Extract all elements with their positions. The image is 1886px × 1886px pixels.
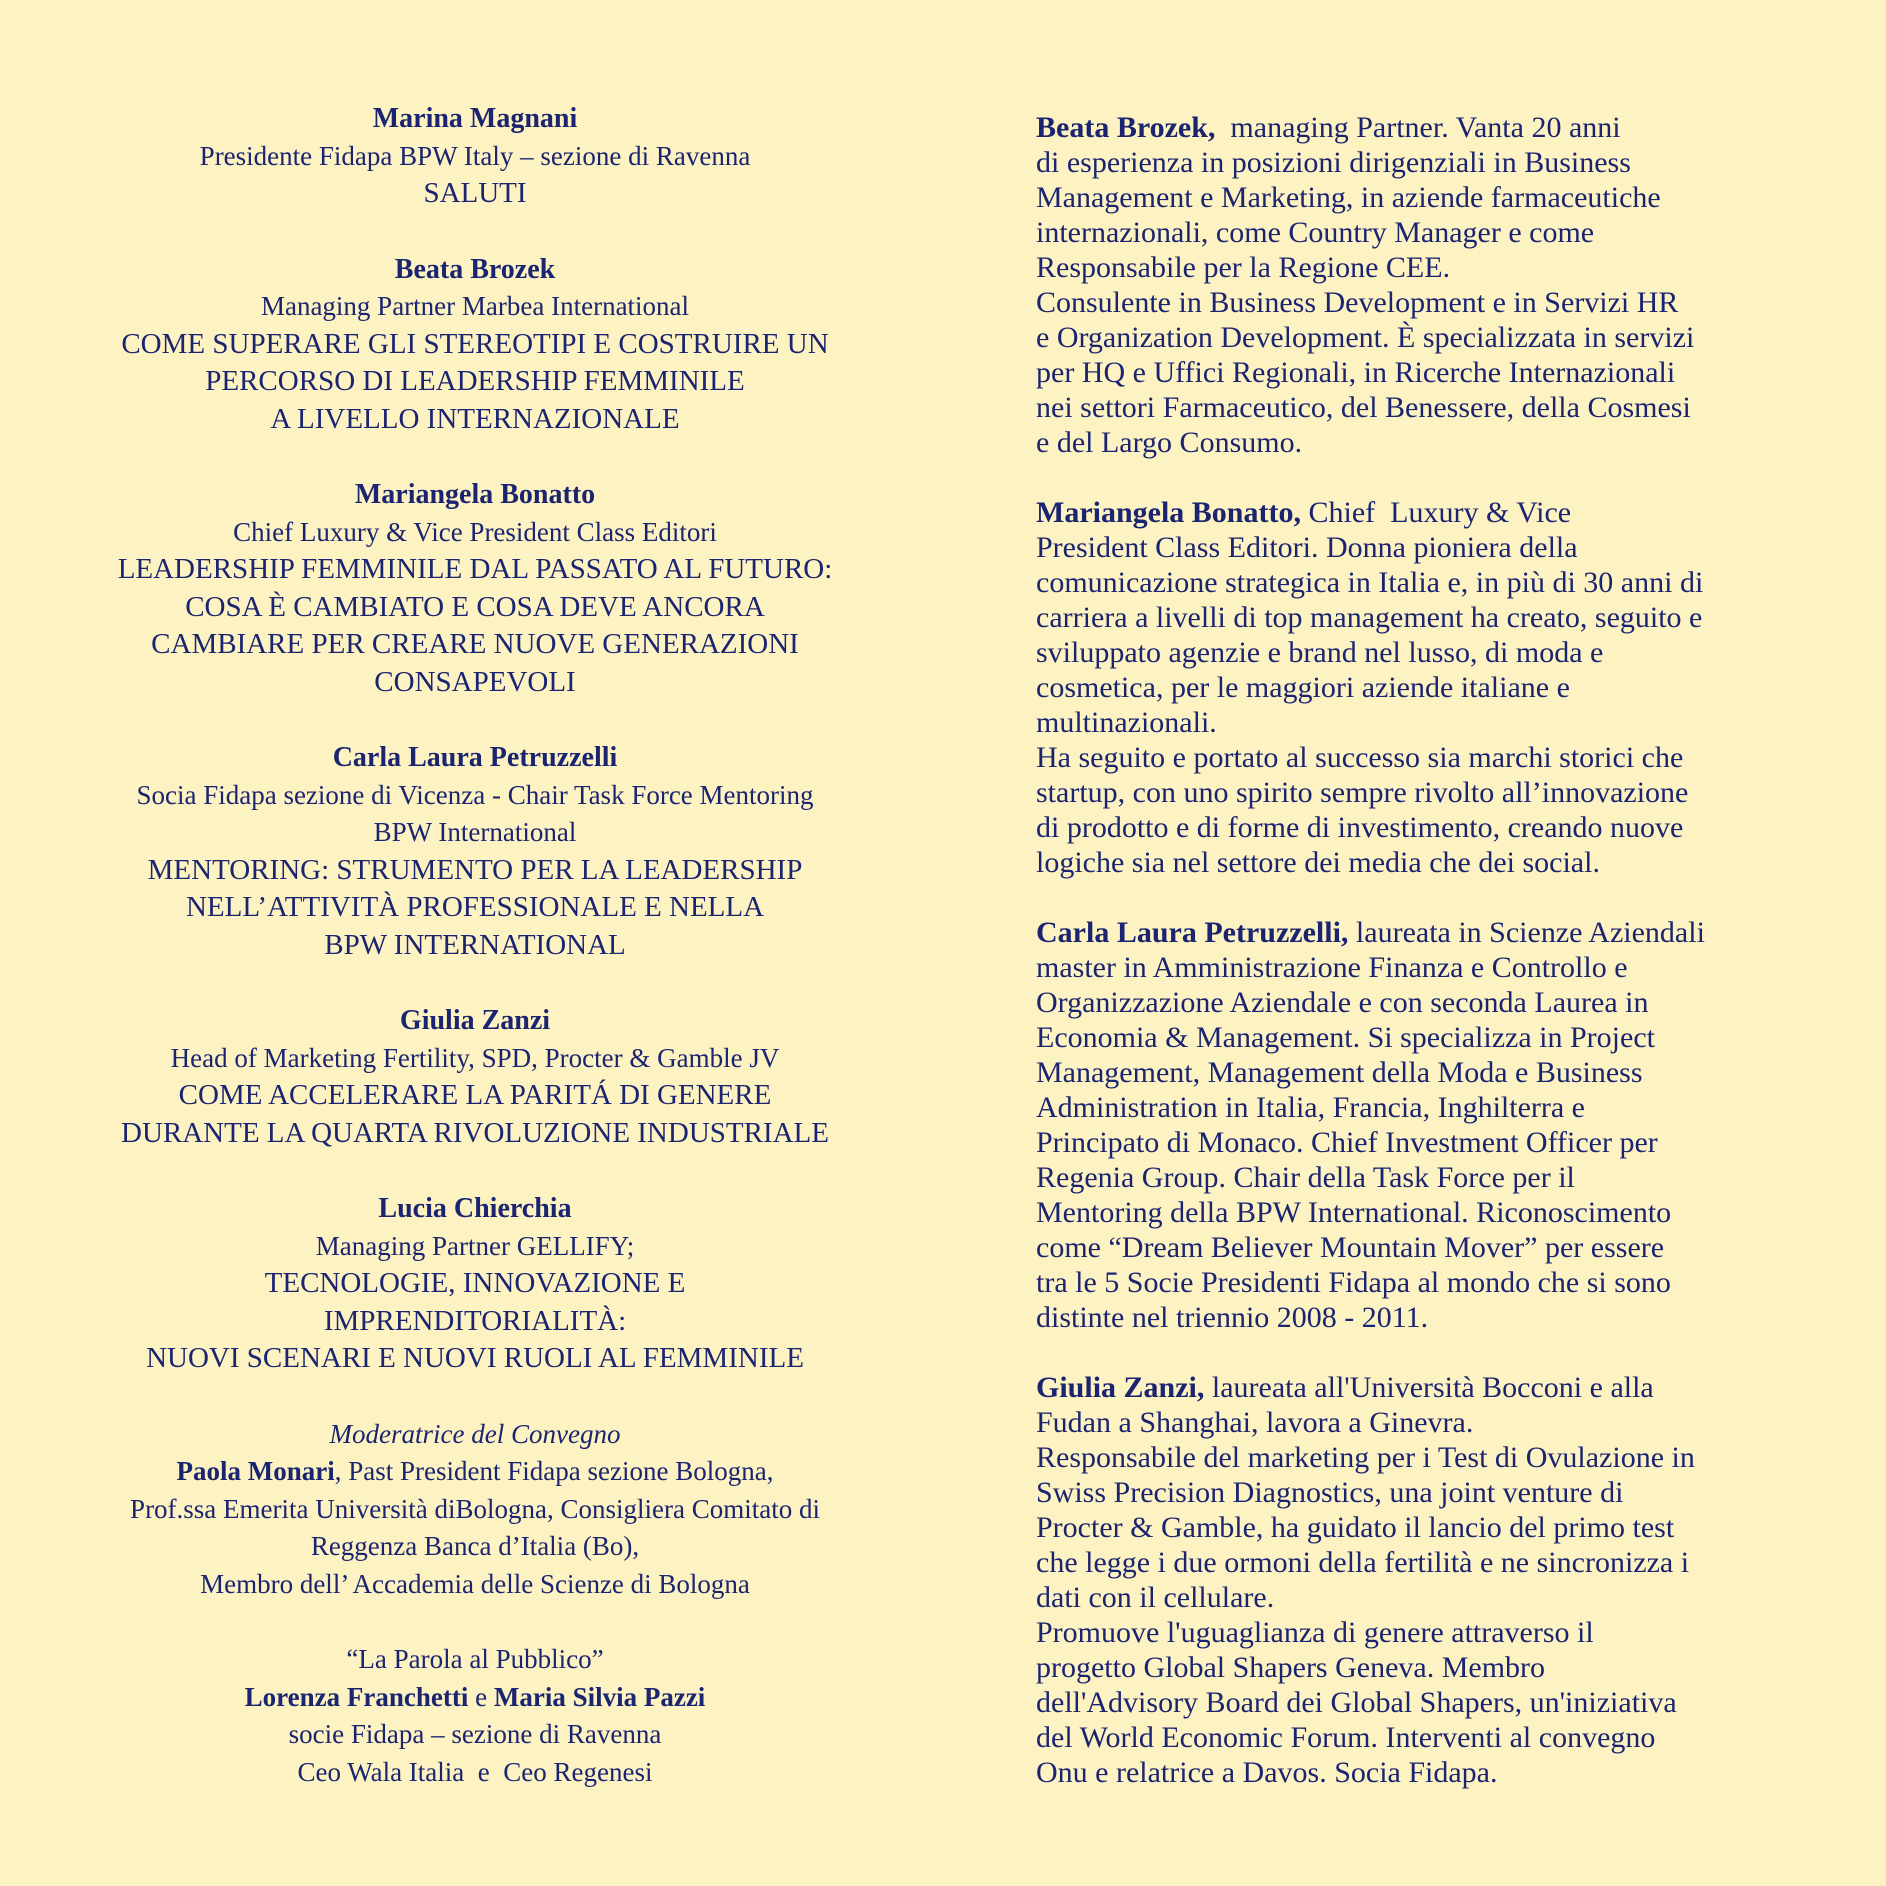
speaker-name: Maria Silvia Pazzi	[493, 1681, 706, 1712]
talk-title: NUOVI SCENARI E NUOVI RUOLI AL FEMMINILE	[146, 1342, 804, 1374]
bio-text: managing Partner. Vanta 20 anni	[1215, 111, 1621, 144]
moderator-name: Paola Monari	[176, 1456, 335, 1486]
bio-text: Chief Luxury & Vice	[1300, 496, 1572, 529]
program-entry	[80, 739, 870, 964]
speaker-role: BPW International	[373, 817, 577, 847]
program-entry	[80, 1002, 870, 1152]
bio-text: Principato di Monaco. Chief Investment Officer per	[1036, 1126, 1658, 1159]
speaker-role: Managing Partner GELLIFY;	[315, 1230, 635, 1261]
talk-title: IMPRENDITORIALITÀ:	[323, 1304, 627, 1337]
bio-text: Management e Marketing, in aziende farmaceutiche	[1036, 181, 1661, 214]
moderator-section	[80, 1416, 870, 1604]
bio-text: di prodotto e di forme di investimento, creando nuove	[1036, 811, 1684, 844]
bio-text: Responsabile del marketing per i Test di Ovulazione in	[1036, 1441, 1695, 1474]
bio-text: Administration in Italia, Francia, Inghilterra e	[1036, 1091, 1585, 1124]
bio-name: Mariangela Bonatto,	[1036, 496, 1301, 529]
speaker-name: Lucia Chierchia	[378, 1193, 572, 1224]
talk-title: COME SUPERARE GLI STEREOTIPI E COSTRUIRE UN	[121, 327, 829, 360]
program-entry	[80, 100, 870, 213]
conjunction: e	[468, 1681, 494, 1712]
moderator-desc: Reggenza Banca d’Italia (Bo),	[310, 1531, 640, 1561]
moderator-heading: Moderatrice del Convegno	[329, 1418, 621, 1449]
bio-name: Carla Laura Petruzzelli,	[1036, 916, 1349, 949]
speaker-name: Marina Magnani	[372, 103, 578, 134]
bio-block	[1036, 110, 1826, 460]
bio-text: laureata in Scienze Aziendali	[1348, 916, 1705, 949]
bio-text: internazionali, come Country Manager e come	[1036, 216, 1595, 249]
talk-title: COSA È CAMBIATO E COSA DEVE ANCORA	[185, 590, 765, 623]
speaker-name: Giulia Zanzi	[399, 1005, 551, 1036]
talk-title: BPW INTERNATIONAL	[324, 928, 626, 961]
bio-text: distinte nel triennio 2008 - 2011.	[1036, 1301, 1429, 1334]
speaker-role: Head of Marketing Fertility, SPD, Procter & Gamble JV	[170, 1042, 780, 1073]
talk-title: NELL’ATTIVITÀ PROFESSIONALE E NELLA	[185, 891, 765, 923]
bio-text: Promuove l'uguaglianza di genere attraverso il	[1036, 1616, 1594, 1649]
speaker-name: Carla Laura Petruzzelli	[332, 742, 618, 773]
bio-text: dell'Advisory Board dei Global Shapers, un'iniziativa	[1036, 1686, 1677, 1719]
bio-text: cosmetica, per le maggiori aziende italiane e	[1036, 671, 1570, 704]
bio-text: che legge i due ormoni della fertilità e ne sincronizza i	[1036, 1546, 1690, 1579]
moderator-desc: , Past President Fidapa sezione Bologna,	[334, 1456, 774, 1486]
bio-name: Giulia Zanzi,	[1036, 1371, 1205, 1404]
bio-block	[1036, 1370, 1826, 1790]
speaker-role: Presidente Fidapa BPW Italy – sezione di Ravenna	[199, 140, 751, 171]
bio-text: laureata all'Università Bocconi e alla	[1204, 1371, 1654, 1404]
bio-text: multinazionali.	[1036, 706, 1217, 739]
talk-title: PERCORSO DI LEADERSHIP FEMMINILE	[205, 365, 745, 397]
bio-text: Management, Management della Moda e Business	[1036, 1056, 1643, 1089]
talk-title: SALUTI	[423, 177, 527, 209]
bio-name: Beata Brozek,	[1036, 111, 1216, 144]
talk-title: LEADERSHIP FEMMINILE DAL PASSATO AL FUTURO:	[117, 553, 833, 585]
public-desc: Ceo Wala Italia e Ceo Regenesi	[297, 1756, 653, 1787]
bio-text: e Organization Development. È specializzata in servizi	[1036, 321, 1695, 354]
bio-text: Organizzazione Aziendale e con seconda Laurea in	[1036, 986, 1649, 1019]
program-entry	[80, 1190, 870, 1378]
bio-text: Economia & Management. Si specializza in Project	[1036, 1021, 1655, 1054]
bio-text: di esperienza in posizioni dirigenziali in Business	[1036, 146, 1631, 179]
speaker-name: Beata Brozek	[394, 253, 556, 285]
program-column	[80, 100, 870, 1829]
public-speakers	[80, 1679, 870, 1717]
public-section	[80, 1641, 870, 1791]
program-entry	[80, 251, 870, 439]
bio-text: logiche sia nel settore dei media che dei social.	[1036, 846, 1600, 879]
talk-title: CAMBIARE PER CREARE NUOVE GENERAZIONI	[151, 628, 799, 660]
bio-text: tra le 5 Socie Presidenti Fidapa al mondo che si sono	[1036, 1266, 1671, 1299]
speaker-role: Chief Luxury & Vice President Class Editori	[233, 516, 717, 547]
moderator-desc: Membro dell’ Accademia delle Scienze di Bologna	[200, 1568, 750, 1599]
program-entry	[80, 476, 870, 701]
talk-title: A LIVELLO INTERNAZIONALE	[270, 402, 680, 435]
bio-text: carriera a livelli di top management ha creato, seguito e	[1036, 601, 1703, 634]
bio-text: Responsabile per la Regione CEE.	[1036, 251, 1451, 284]
speaker-name: Mariangela Bonatto	[354, 479, 596, 510]
talk-title: DURANTE LA QUARTA RIVOLUZIONE INDUSTRIALE	[121, 1116, 829, 1149]
bio-text: Swiss Precision Diagnostics, una joint venture di	[1036, 1476, 1624, 1509]
moderator-line	[80, 1453, 870, 1491]
bio-text: master in Amministrazione Finanza e Controllo e	[1036, 951, 1628, 984]
speaker-role: Managing Partner Marbea International	[260, 291, 690, 321]
moderator-desc: Prof.ssa Emerita Università diBologna, Consigliera Comitato di	[130, 1493, 820, 1524]
bio-text: sviluppato agenzie e brand nel lusso, di moda e	[1036, 636, 1604, 669]
bio-text: progetto Global Shapers Geneva. Membro	[1036, 1651, 1546, 1684]
bio-block	[1036, 495, 1826, 880]
talk-title: MENTORING: STRUMENTO PER LA LEADERSHIP	[147, 853, 803, 886]
public-desc: socie Fidapa – sezione di Ravenna	[288, 1719, 662, 1749]
bio-text: per HQ e Uffici Regionali, in Ricerche Internazionali	[1036, 356, 1676, 389]
bio-text: Ha seguito e portato al successo sia marchi storici che	[1036, 741, 1684, 774]
bio-text: startup, con uno spirito sempre rivolto all’innovazione	[1036, 776, 1689, 809]
bio-text: President Class Editori. Donna pioniera della	[1036, 531, 1578, 564]
bio-text: come “Dream Believer Mountain Mover” per essere	[1036, 1231, 1665, 1264]
bio-text: nei settori Farmaceutico, del Benessere, della Cosmesi	[1036, 391, 1691, 424]
public-heading: “La Parola al Pubblico”	[346, 1644, 604, 1674]
bio-text: Onu e relatrice a Davos. Socia Fidapa.	[1036, 1756, 1498, 1789]
bio-text: dati con il cellulare.	[1036, 1581, 1275, 1614]
talk-title: CONSAPEVOLI	[374, 665, 576, 698]
bio-text: e del Largo Consumo.	[1036, 426, 1303, 459]
bio-text: Regenia Group. Chair della Task Force per il	[1036, 1161, 1575, 1194]
bio-text: Mentoring della BPW International. Riconoscimento	[1036, 1196, 1672, 1229]
speaker-name: Lorenza Franchetti	[244, 1681, 469, 1712]
talk-title: TECNOLOGIE, INNOVAZIONE E	[264, 1267, 686, 1299]
bio-text: del World Economic Forum. Interventi al convegno	[1036, 1721, 1656, 1754]
bio-text: Consulente in Business Development e in Servizi HR	[1036, 286, 1679, 319]
bio-block	[1036, 915, 1826, 1335]
bios-column	[1036, 110, 1826, 1825]
bio-text: Fudan a Shanghai, lavora a Ginevra.	[1036, 1406, 1474, 1439]
bio-text: Procter & Gamble, ha guidato il lancio del primo test	[1036, 1511, 1675, 1544]
speaker-role: Socia Fidapa sezione di Vicenza - Chair Task Force Mentoring	[136, 779, 814, 810]
talk-title: COME ACCELERARE LA PARITÁ DI GENERE	[178, 1079, 772, 1111]
bio-text: comunicazione strategica in Italia e, in più di 30 anni di	[1036, 566, 1704, 599]
